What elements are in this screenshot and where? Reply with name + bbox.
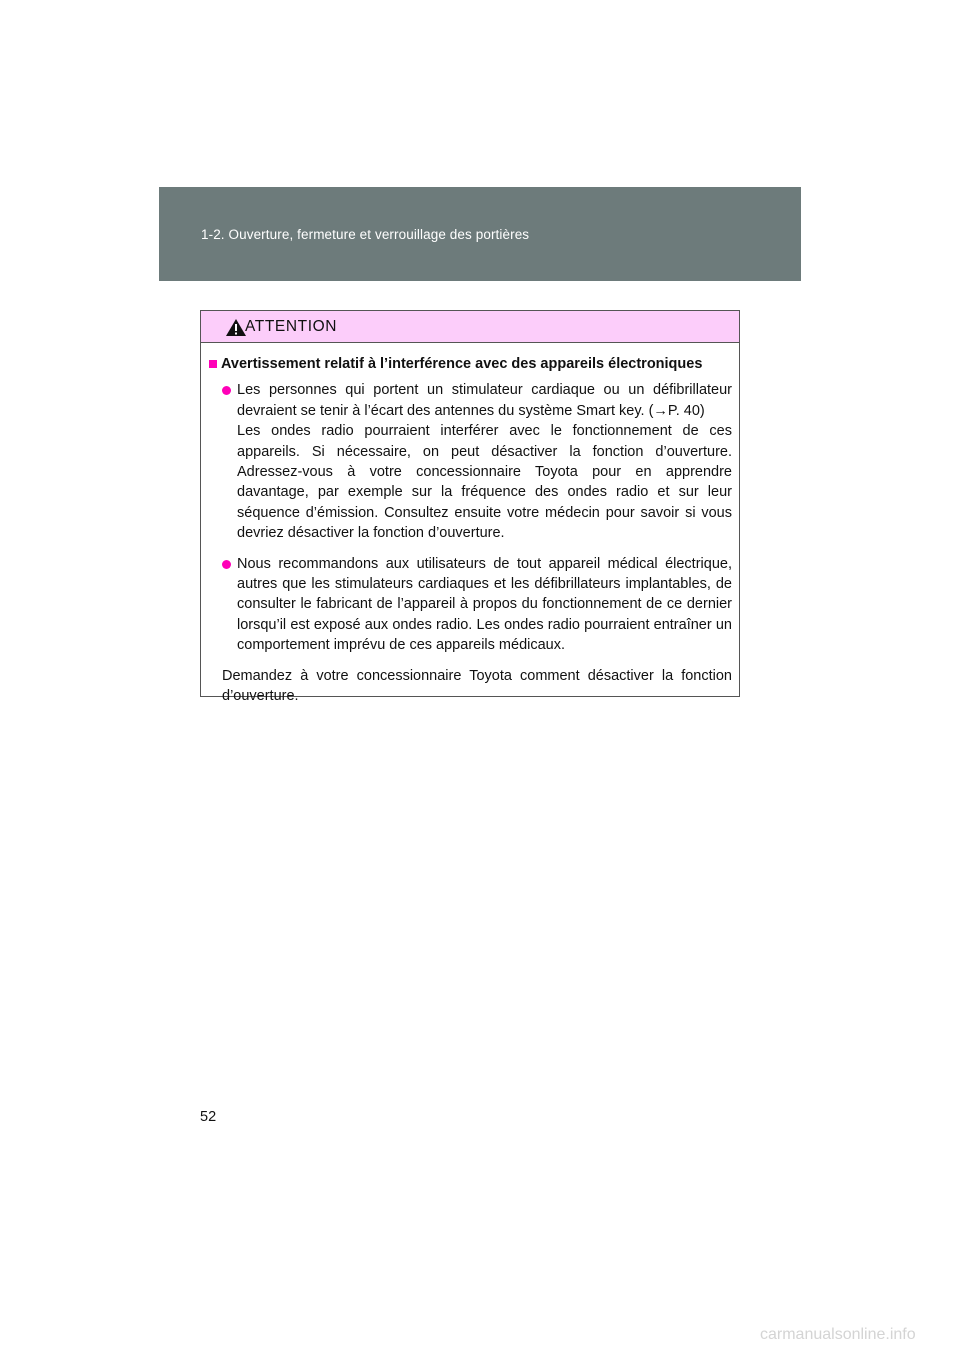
warning-triangle-icon bbox=[225, 318, 247, 337]
bullet-paragraph: Les personnes qui portent un stimulateur cardiaque ou un défibrillateur devraient se tenir à l’écart des antennes du système Smart key. (→P. 40) bbox=[237, 382, 732, 419]
subheading-text: Avertissement relatif à l’interférence avec des appareils électroniques bbox=[221, 356, 703, 372]
caution-box bbox=[200, 310, 740, 705]
caution-header bbox=[201, 311, 739, 343]
chapter-header-band bbox=[159, 187, 801, 281]
final-paragraph: Demandez à votre concessionnaire Toyota comment désactiver la fonction d’ouverture. bbox=[222, 667, 732, 705]
bullet-paragraph: Nous recommandons aux utilisateurs de tout appareil médical électrique, autres que les stimulateurs cardiaques et les défibrillateurs implantables, de consulter le fabricant de l’appareil à propos du fonctionnement de ce dernier lorsqu’il est exposé aux ondes radio. Les ondes radio pourraient entraîner un comportement imprévu de ces appareils médicaux. bbox=[237, 555, 732, 654]
caution-label: ATTENTION bbox=[245, 318, 338, 335]
bullet-text bbox=[237, 380, 732, 543]
caution-body bbox=[201, 343, 739, 707]
page-number: 52 bbox=[200, 1109, 217, 1125]
section-title: 1-2. Ouverture, fermeture et verrouillage des portières bbox=[201, 227, 530, 242]
watermark: carmanualsonline.info bbox=[760, 1326, 916, 1343]
list-item bbox=[209, 554, 732, 656]
list-item bbox=[209, 380, 732, 543]
bullet-text bbox=[237, 554, 732, 656]
bullet-paragraph: Les ondes radio pourraient interférer avec le fonctionnement de ces appareils. Si nécessaire, on peut désactiver la fonction d’ouverture. Adressez-vous à votre concessionnaire Toyota pour en apprendre davantage, par exemple sur la fréquence des ondes radio et sur leur séquence d’émission. Consultez ensuite votre médecin pour savoir si vous devriez désactiver la fonction d’ouverture. bbox=[237, 423, 732, 542]
caution-subheading bbox=[209, 354, 732, 374]
round-bullet-icon bbox=[222, 386, 231, 395]
round-bullet-icon bbox=[222, 560, 231, 569]
square-bullet-icon bbox=[209, 360, 217, 368]
